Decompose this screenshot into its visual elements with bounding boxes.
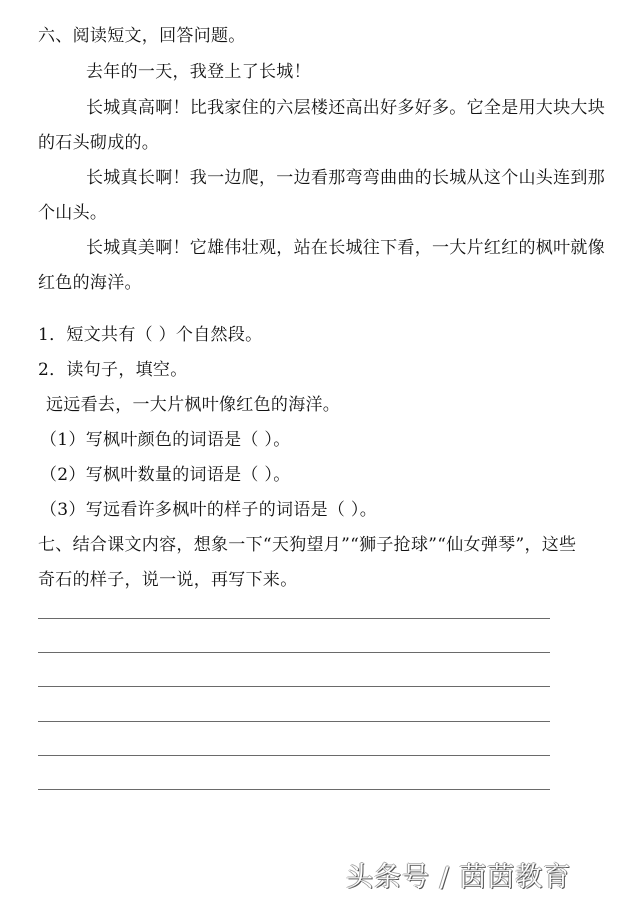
- passage-paragraph-4-line2: 红色的海洋。: [38, 273, 142, 293]
- passage-paragraph-4-line1: 长城真美啊！它雄伟壮观，站在长城往下看，一大片红红的枫叶就像: [86, 238, 605, 258]
- question-2-sub-1: （1）写枫叶颜色的词语是（ ）。: [40, 430, 291, 450]
- passage-paragraph-3-line1: 长城真长啊！我一边爬，一边看那弯弯曲曲的长城从这个山头连到那: [86, 168, 605, 188]
- question-2-sub-2: （2）写枫叶数量的词语是（ ）。: [40, 465, 291, 485]
- answer-line-3[interactable]: [38, 686, 550, 687]
- section7-heading-line1: 七、结合课文内容，想象一下“天狗望月”“狮子抢球”“仙女弹琴”，这些: [38, 535, 577, 555]
- answer-line-2[interactable]: [38, 652, 550, 653]
- question-1: 1．短文共有（ ）个自然段。: [38, 325, 263, 345]
- watermark: 头条号 / 茵茵教育: [346, 862, 572, 893]
- passage-paragraph-2-line2: 的石头砌成的。: [38, 133, 160, 153]
- passage-paragraph-2-line1: 长城真高啊！比我家住的六层楼还高出好多好多。它全是用大块大块: [86, 98, 605, 118]
- answer-line-6[interactable]: [38, 789, 550, 790]
- answer-line-1[interactable]: [38, 618, 550, 619]
- section7-heading-line2: 奇石的样子，说一说，再写下来。: [38, 570, 298, 590]
- answer-line-4[interactable]: [38, 721, 550, 722]
- answer-line-5[interactable]: [38, 755, 550, 756]
- passage-paragraph-1: 去年的一天，我登上了长城！: [86, 62, 311, 82]
- question-2-sentence: 远远看去，一大片枫叶像红色的海洋。: [46, 395, 341, 415]
- question-2-sub-3: （3）写远看许多枫叶的样子的词语是（ ）。: [40, 500, 378, 520]
- section6-heading: 六、阅读短文，回答问题。: [38, 26, 246, 46]
- passage-paragraph-3-line2: 个山头。: [38, 203, 108, 223]
- question-2: 2．读句子，填空。: [38, 360, 188, 380]
